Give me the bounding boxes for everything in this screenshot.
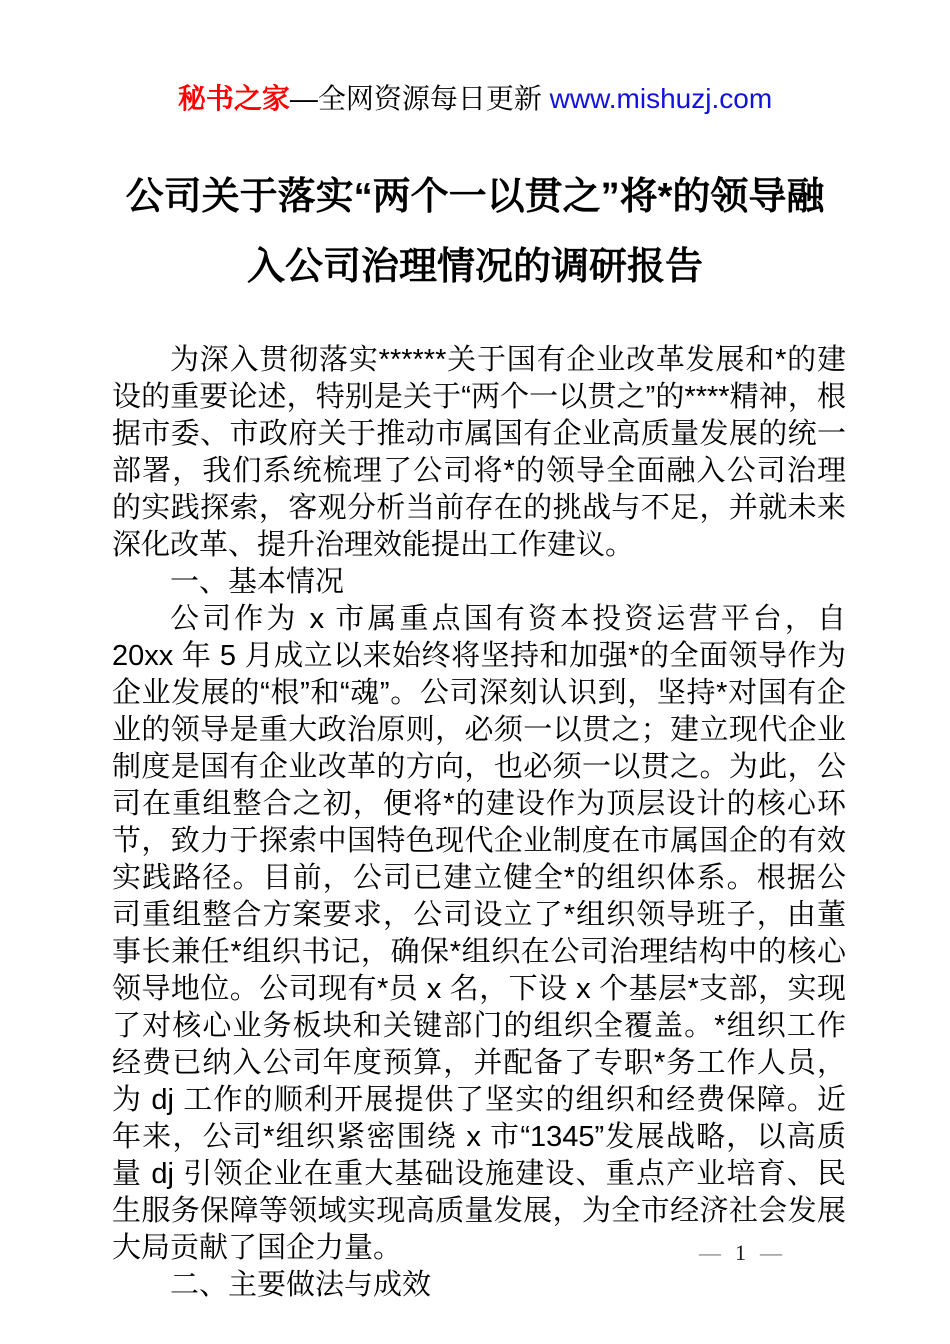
page-number-dash-left: —	[699, 1240, 721, 1265]
paragraph-basic-situation: 公司作为 x 市属重点国有资本投资运营平台，自 20xx 年 5 月成立以来始终将坚持和加强*的全面领导作为企业发展的“根”和“魂”。公司深刻认识到，坚持*对国有企业的领导是重大政治原则，必须一以贯之；建立现代企业制度是国有企业改革的方向，也必须一以贯之。为此，公司在重组整合之初，便将*的建设作为顶层设计的核心环节，致力于探索中国特色现代企业制度在市属国企的有效实践路径。目前，公司已建立健全*的组织体系。根据公司重组整合方案要求，公司设立了*组织领导班子，由董事长兼任*组织书记，确保*组织在公司治理结构中的核心领导地位。公司现有*员 x 名，下设 x 个基层*支部，实现了对核心业务板块和关键部门的组织全覆盖。*组织工作经费已纳入公司年度预算，并配备了专职*务工作人员，为 dj 工作的顺利开展提供了坚实的组织和经费保障。近年来，公司*组织紧密围绕 x 市“1345”发展战略，以高质量 dj 引领企业在重大基础设施建设、重点产业培育、民生服务保障等领域实现高质量发展，为全市经济社会发展大局贡献了国企力量。	[112, 603, 846, 1264]
section-heading-main-practices: 二、主要做法与成效	[170, 1269, 432, 1301]
page-number	[699, 1242, 782, 1264]
section-heading-basic-situation: 一、基本情况	[170, 566, 345, 598]
page-number-value: 1	[735, 1240, 746, 1265]
document-title-line-2: 入公司治理情况的调研报告	[246, 246, 703, 288]
site-url-link[interactable]: www.mishuzj.com	[549, 83, 773, 114]
site-header	[0, 0, 950, 116]
site-brand: 秘书之家	[177, 83, 290, 114]
document-title-line-1: 公司关于落实“两个一以贯之”将*的领导融	[125, 176, 825, 218]
document-body	[112, 342, 846, 1304]
document-title	[70, 162, 880, 302]
paragraph-introduction: 为深入贯彻落实******关于国有企业改革发展和*的建设的重要论述，特别是关于“两个一以贯之”的****精神，根据市委、市政府关于推动市属国有企业高质量发展的统一部署，我们系统梳理了公司将*的领导全面融入公司治理的实践探索，客观分析当前存在的挑战与不足，并就未来深化改革、提升治理效能提出工作建议。	[112, 344, 846, 561]
header-tagline: —全网资源每日更新	[289, 83, 550, 114]
page-number-dash-right: —	[760, 1240, 782, 1265]
